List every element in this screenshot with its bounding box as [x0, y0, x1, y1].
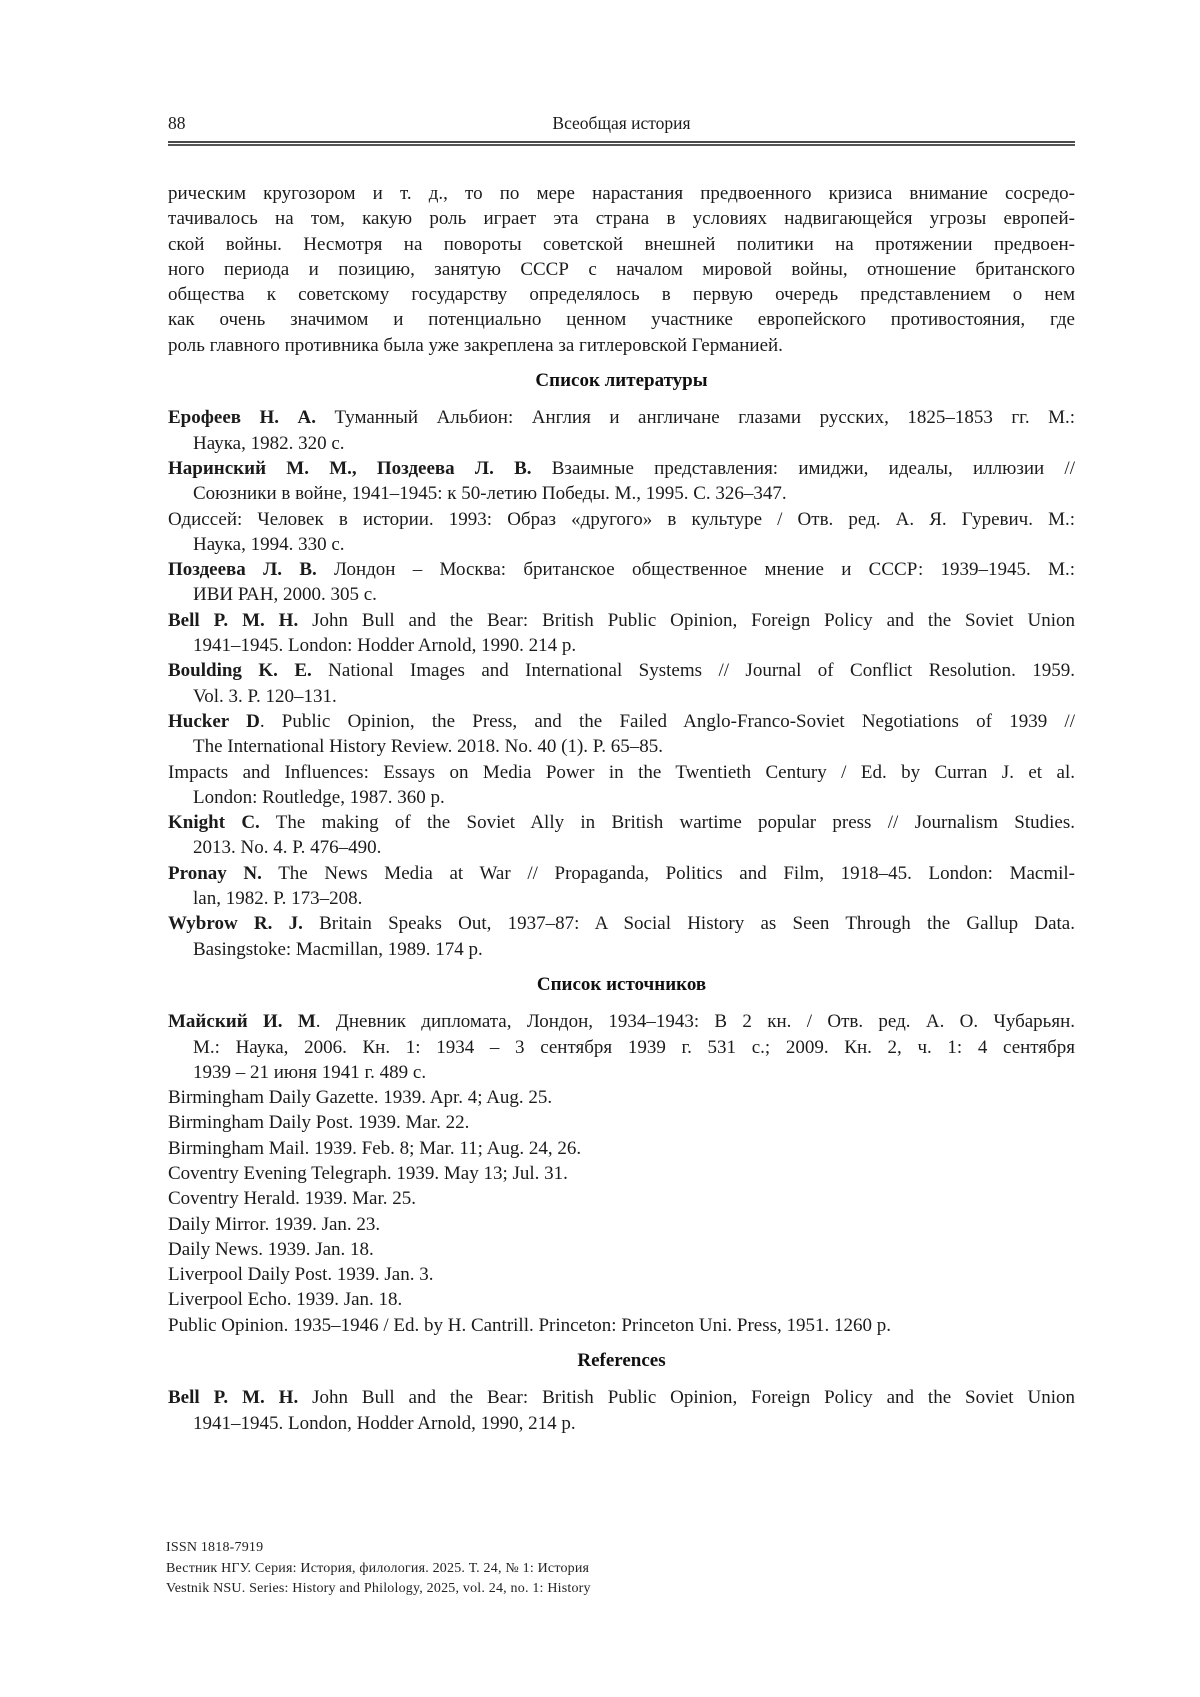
entry-line: London: Routledge, 1987. 360 p.: [193, 786, 445, 808]
entry-line: Daily News. 1939. Jan. 18.: [168, 1238, 374, 1260]
source-entry-daily-mirror: [168, 1212, 1075, 1237]
entry-line: [168, 760, 1075, 785]
bib-entry-pozdeeva: [168, 557, 1075, 608]
header-line: [168, 112, 1075, 134]
entry-line: [168, 861, 1075, 886]
bib-entry-erofeev: [168, 405, 1075, 456]
entry-author: Boulding K. E.: [168, 660, 312, 682]
paragraph-line: роль главного противника была уже закреплена за гитлеровской Германией.: [168, 334, 783, 356]
entry-text: . Дневник дипломата, Лондон, 1934–1943: В 2 кн. / Отв. ред. А. О. Чубарьян.: [315, 1011, 1075, 1033]
footer-issn: ISSN 1818-7919: [166, 1540, 264, 1555]
entry-line: Vol. 3. P. 120–131.: [193, 685, 337, 707]
entry-line: 1941–1945. London: Hodder Arnold, 1990. 214 p.: [193, 635, 577, 657]
entry-text: Лондон – Москва: британское общественное мнение и СССР: 1939–1945. М.:: [316, 559, 1076, 581]
entry-line: The International History Review. 2018. No. 40 (1). P. 65–85.: [193, 736, 663, 758]
source-entry-daily-news: [168, 1237, 1075, 1262]
entry-line: [168, 1009, 1075, 1034]
entry-author: Hucker D: [168, 710, 260, 732]
entry-line: Birmingham Mail. 1939. Feb. 8; Mar. 11; Aug. 24, 26.: [168, 1137, 582, 1159]
entry-line: [168, 608, 1075, 633]
entry-author: Pronay N.: [168, 862, 262, 884]
entry-line: Birmingham Daily Post. 1939. Mar. 22.: [168, 1112, 470, 1134]
entry-author: Наринский М. М., Поздеева Л. В.: [168, 457, 532, 479]
source-entry-birmingham-daily-gazette: [168, 1085, 1075, 1110]
bib-entry-pronay: [168, 861, 1075, 912]
entry-line: [168, 658, 1075, 683]
running-title: Всеобщая история: [552, 113, 691, 133]
entry-author: Ерофеев Н. А.: [168, 407, 317, 429]
entry-line: 1939 – 21 июня 1941 г. 489 с.: [193, 1061, 427, 1083]
paragraph-line: тачивалось на том, какую роль играет эта страна в условиях надвигающейся угрозы европей-: [168, 208, 1075, 230]
entry-line: М.: Наука, 2006. Кн. 1: 1934 – 3 сентября 1939 г. 531 с.; 2009. Кн. 2, ч. 1: 4 сентября: [193, 1036, 1075, 1058]
header-rule: [168, 141, 1075, 146]
paragraph-line: ного периода и позицию, занятую СССР с началом мировой войны, отношение британского: [168, 258, 1075, 280]
entry-text: John Bull and the Bear: British Public Opinion, Foreign Policy and the Soviet Union: [298, 609, 1075, 631]
entry-line: Наука, 1982. 320 с.: [193, 432, 345, 454]
paragraph-line: рическим кругозором и т. д., то по мере нарастания предвоенного кризиса внимание сосредо-: [168, 183, 1075, 204]
source-entry-public-opinion: [168, 1313, 1075, 1338]
reference-entry-bell: [168, 1385, 1075, 1436]
entry-line: Birmingham Daily Gazette. 1939. Apr. 4; Aug. 25.: [168, 1087, 553, 1109]
entry-line: [168, 911, 1075, 936]
intro-paragraph: [168, 181, 1075, 358]
page-content: [168, 181, 1075, 1436]
entry-line: 2013. No. 4. P. 476–490.: [193, 837, 382, 859]
entry-line: Наука, 1994. 330 с.: [193, 533, 345, 555]
entry-author: Bell P. M. H.: [168, 609, 299, 631]
literature-heading: Список литературы: [535, 370, 708, 392]
entry-line: 1941–1945. London, Hodder Arnold, 1990, 214 p.: [193, 1412, 576, 1434]
entry-author: Bell P. M. H.: [168, 1387, 299, 1409]
entry-author: Майский И. М: [168, 1011, 316, 1033]
entry-author: Wybrow R. J.: [168, 913, 303, 935]
entry-text: Туманный Альбион: Англия и англичане глазами русских, 1825–1853 гг. М.:: [316, 407, 1076, 429]
entry-text: Impacts and Influences: Essays on Media Power in the Twentieth Century / Ed. by Curran J. et al.: [168, 761, 1075, 783]
footer-citation-en: Vestnik NSU. Series: History and Philology, 2025, vol. 24, no. 1: History: [166, 1581, 591, 1596]
entry-line: [168, 557, 1075, 582]
entry-line: [168, 507, 1075, 532]
bib-entry-narinsky-pozdeeva: [168, 456, 1075, 507]
entry-line: lan, 1982. P. 173–208.: [193, 888, 363, 910]
entry-line: ИВИ РАН, 2000. 305 с.: [193, 584, 377, 606]
entry-text: . Public Opinion, the Press, and the Failed Anglo-Franco-Soviet Negotiations of 1939 //: [259, 710, 1075, 732]
entry-line: Coventry Evening Telegraph. 1939. May 13; Jul. 31.: [168, 1162, 568, 1184]
entry-line: [168, 456, 1075, 481]
entry-line: [168, 405, 1075, 430]
entry-text: Одиссей: Человек в истории. 1993: Образ «другого» в культуре / Отв. ред. А. Я. Гуревич. М.:: [168, 508, 1075, 530]
entry-line: Public Opinion. 1935–1946 / Ed. by H. Cantrill. Princeton: Princeton Uni. Press, 1951. 1260 p.: [168, 1314, 892, 1336]
entry-line: Coventry Herald. 1939. Mar. 25.: [168, 1188, 417, 1210]
entry-text: The News Media at War // Propaganda, Politics and Film, 1918–45. London: Macmil-: [261, 862, 1076, 884]
page-footer: [166, 1538, 1073, 1600]
sources-heading: Список источников: [536, 973, 707, 995]
bib-entry-impacts: [168, 760, 1075, 811]
entry-author: Поздеева Л. В.: [168, 559, 317, 581]
source-entry-birmingham-daily-post: [168, 1110, 1075, 1135]
entry-text: Взаимные представления: имиджи, идеалы, иллюзии //: [531, 457, 1075, 479]
entry-text: The making of the Soviet Ally in British wartime popular press // Journalism Studies.: [259, 812, 1075, 834]
entry-line: Liverpool Echo. 1939. Jan. 18.: [168, 1289, 403, 1311]
bib-entry-boulding: [168, 658, 1075, 709]
entry-author: Knight C.: [168, 812, 260, 834]
references-list: [168, 1385, 1075, 1436]
entry-line: Basingstoke: Macmillan, 1989. 174 p.: [193, 938, 483, 960]
entry-line: [168, 709, 1075, 734]
bib-entry-wybrow: [168, 911, 1075, 962]
entry-text: John Bull and the Bear: British Public Opinion, Foreign Policy and the Soviet Union: [298, 1387, 1075, 1409]
paragraph-line: ской войны. Несмотря на повороты советской внешней политики на протяжении предвоен-: [168, 233, 1075, 255]
literature-list: [168, 405, 1075, 962]
entry-line: Liverpool Daily Post. 1939. Jan. 3.: [168, 1264, 434, 1286]
bib-entry-knight: [168, 810, 1075, 861]
source-entry-coventry-herald: [168, 1186, 1075, 1211]
bib-entry-bell: [168, 608, 1075, 659]
entry-line: Союзники в войне, 1941–1945: к 50-летию Победы. М., 1995. С. 326–347.: [193, 483, 787, 505]
entry-line: [168, 1385, 1075, 1410]
entry-line: Daily Mirror. 1939. Jan. 23.: [168, 1213, 381, 1235]
footer-citation-ru: Вестник НГУ. Серия: История, филология. 2025. Т. 24, № 1: История: [166, 1560, 590, 1576]
bib-entry-hucker: [168, 709, 1075, 760]
entry-text: Britain Speaks Out, 1937–87: A Social History as Seen Through the Gallup Data.: [302, 913, 1075, 935]
entry-line: [168, 810, 1075, 835]
paragraph-line: как очень значимом и потенциально ценном участнике европейского противостояния, где: [168, 309, 1075, 331]
page-number: 88: [168, 113, 186, 133]
entry-text: National Images and International Systems // Journal of Conflict Resolution. 1959.: [311, 660, 1076, 682]
source-entry-liverpool-echo: [168, 1287, 1075, 1312]
source-entry-birmingham-mail: [168, 1136, 1075, 1161]
paragraph-line: общества к советскому государству определялось в первую очередь представлением о нем: [168, 284, 1075, 306]
sources-list: [168, 1009, 1075, 1338]
running-header: [168, 112, 1075, 146]
source-entry-liverpool-daily-post: [168, 1262, 1075, 1287]
bib-entry-odyssey: [168, 507, 1075, 558]
source-entry-maisky: [168, 1009, 1075, 1085]
source-entry-coventry-evening-telegraph: [168, 1161, 1075, 1186]
references-heading: References: [577, 1350, 666, 1372]
